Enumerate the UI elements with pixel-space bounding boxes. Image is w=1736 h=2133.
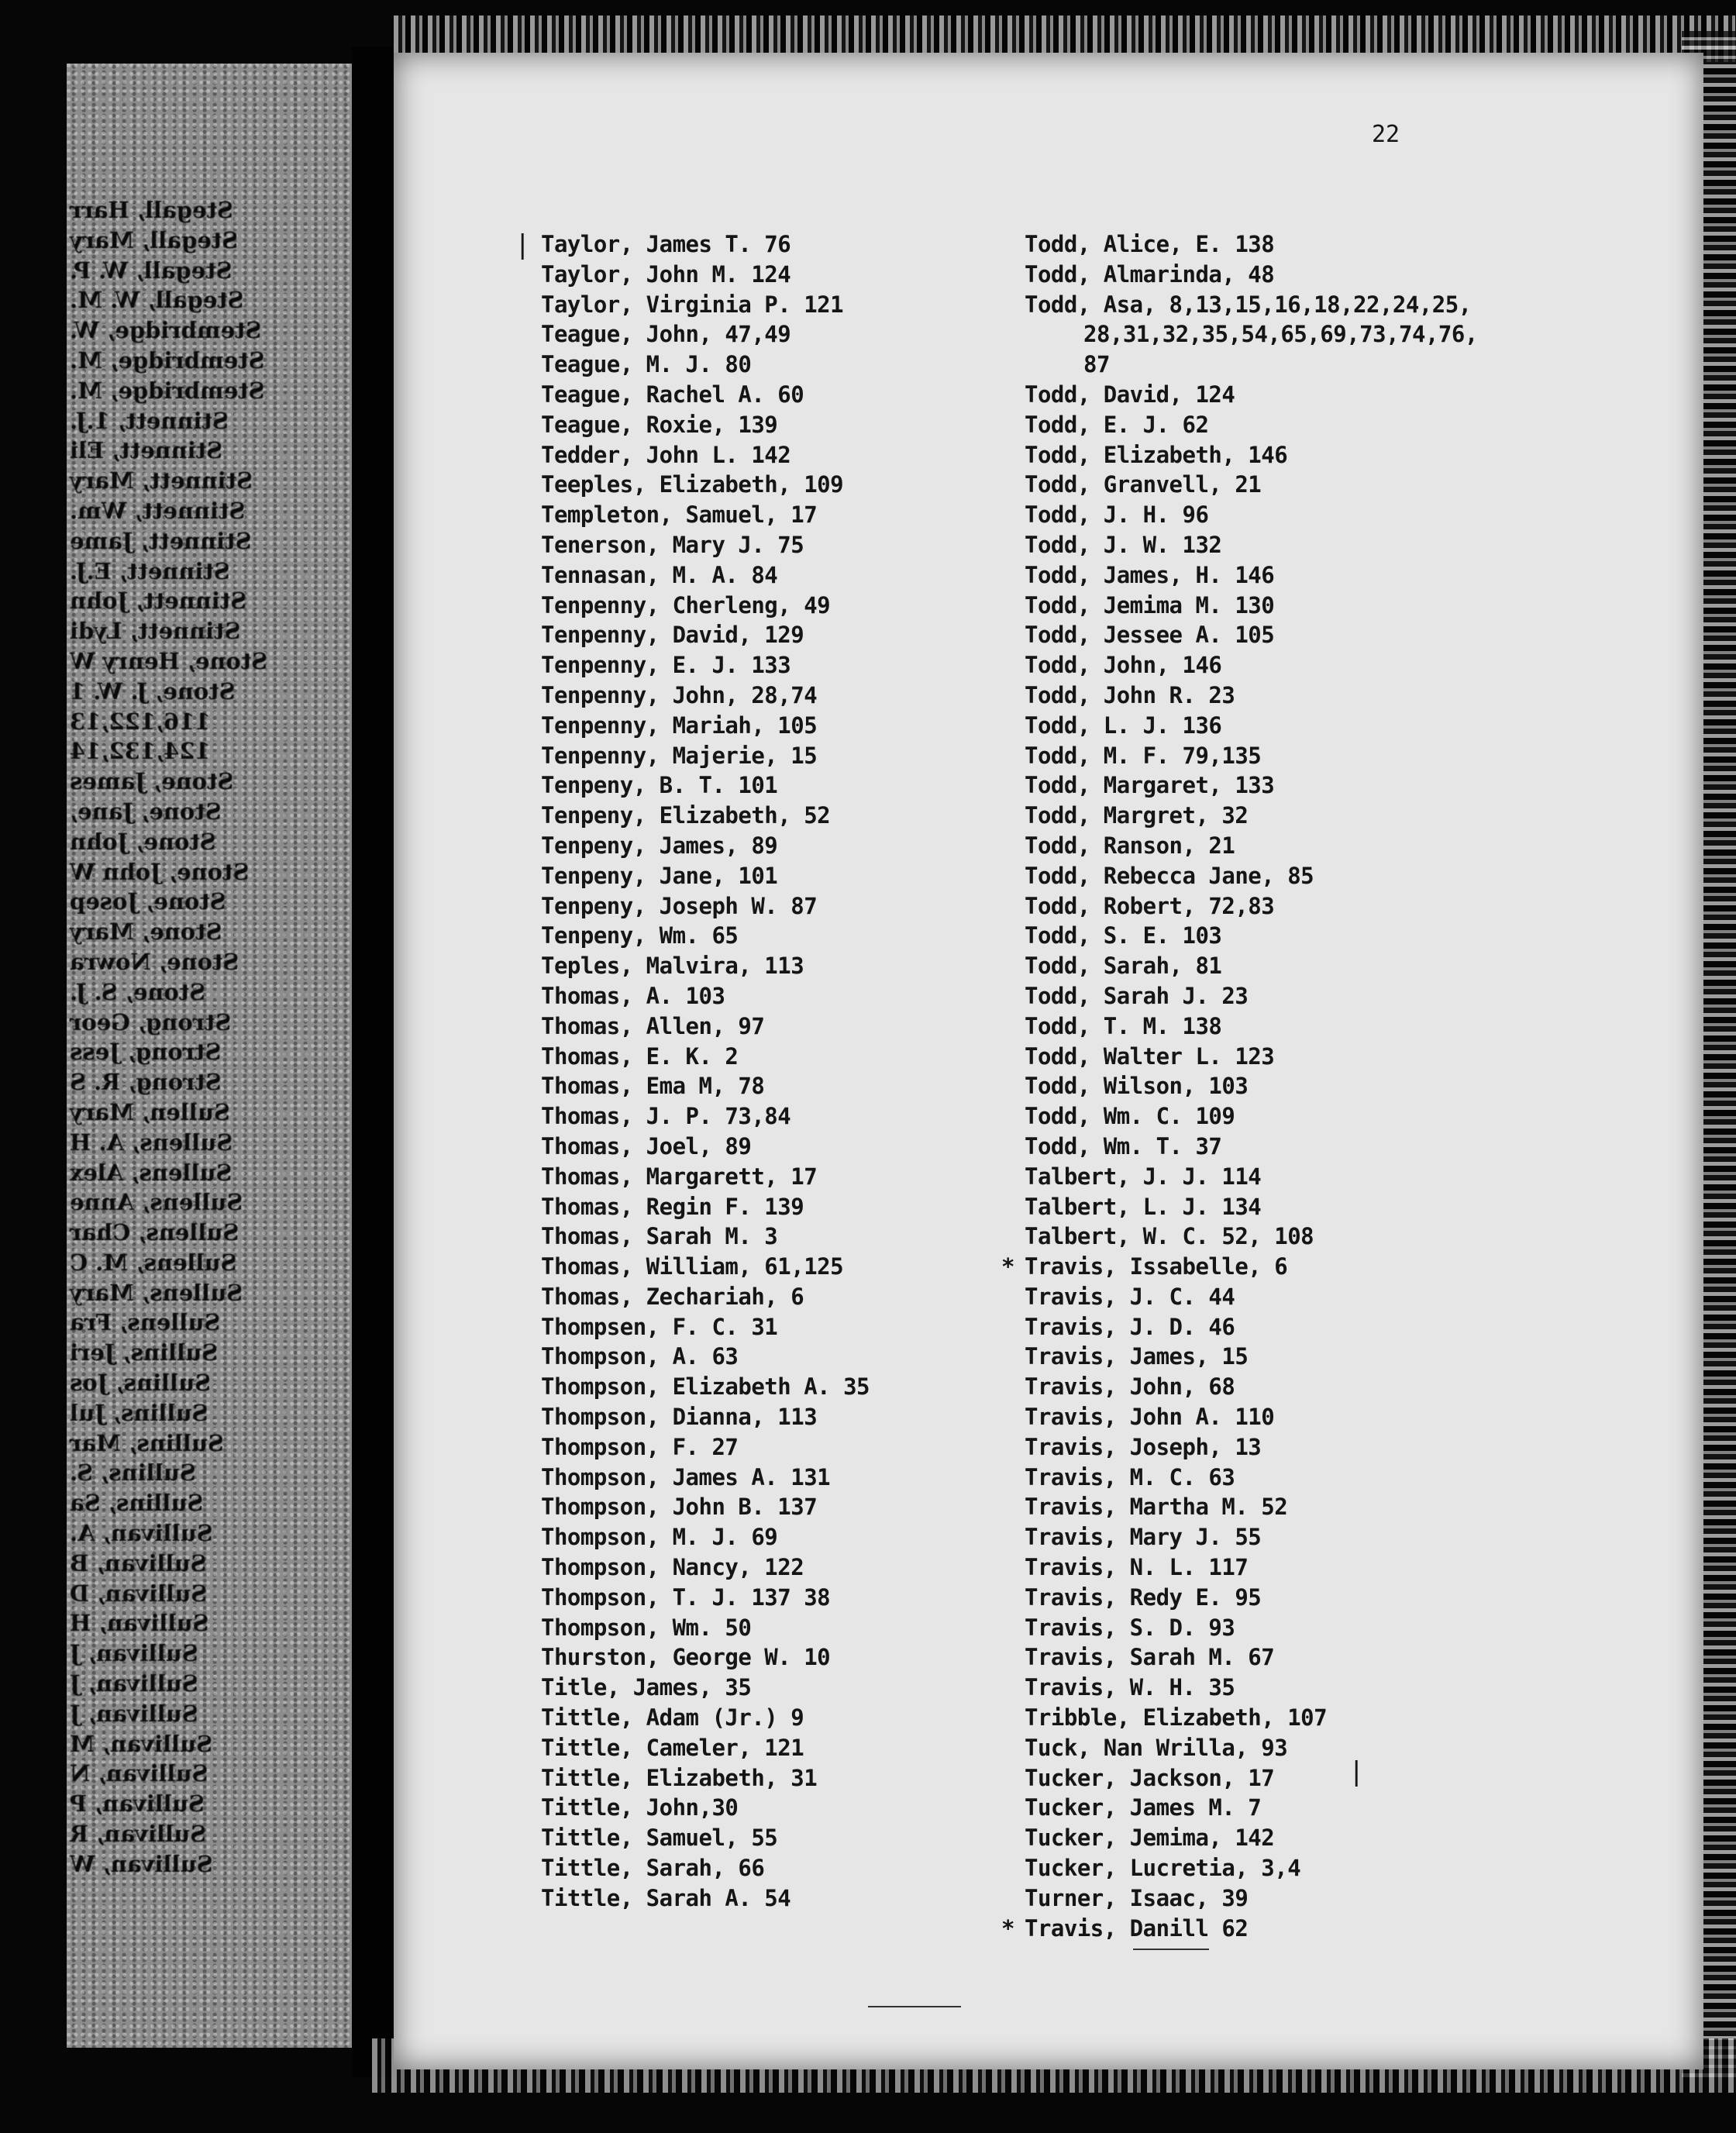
index-entry: Todd, Sarah J. 23 [1025,982,1249,1009]
previous-page-fragment: Sullivan, B [70,1549,207,1576]
index-entry: Tittle, Elizabeth, 31 [541,1764,818,1791]
previous-page-fragment: Stinnett, 1.J. [70,407,229,434]
previous-page-fragment: Stinnett, Eli [70,437,223,464]
index-entry: Tenpenny, E. J. 133 [541,652,791,679]
index-entry: Teples, Malvira, 113 [541,953,804,980]
index-entry: Thomas, J. P. 73,84 [541,1103,791,1130]
previous-page-fragment: Stegall, W. M. [70,287,244,314]
index-column-right [1025,229,1505,1943]
index-entry: Tenpenny, John, 28,74 [541,681,818,708]
stray-line-mark [868,2006,961,2007]
index-entry: Taylor, Virginia P. 121 [541,291,844,318]
index-entry: Travis, John, 68 [1025,1373,1235,1401]
index-entry: Travis, Martha M. 52 [1025,1494,1288,1521]
index-entry: Tucker, Jemima, 142 [1025,1825,1275,1852]
index-entry: Tittle, Sarah A. 54 [541,1884,791,1911]
previous-page-fragment: Sullivan, A. [70,1520,213,1547]
index-entry: Teague, Rachel A. 60 [541,381,804,408]
index-entry: Taylor, John M. 124 [541,260,791,288]
index-entry: Tennasan, M. A. 84 [541,561,778,588]
index-entry: Travis, M. C. 63 [1025,1463,1235,1490]
index-entry: Thomas, Zechariah, 6 [541,1283,804,1310]
index-entry: Todd, Almarinda, 48 [1025,260,1275,288]
index-entry: Tenpenny, Majerie, 15 [541,742,818,769]
index-entry: Thomas, Regin F. 139 [541,1193,804,1220]
index-entry: Todd, Ranson, 21 [1025,832,1235,859]
previous-page-fragment: Stone, S. J. [70,978,206,1005]
index-entry: Todd, Asa, 8,13,15,16,18,22,24,25, [1025,291,1472,318]
previous-page-fragment: Stone, Mary [70,918,222,946]
previous-page-fragment: Stinnett, John [70,588,247,615]
index-entry: Tenpeny, James, 89 [541,832,778,859]
margin-tick-mark: | [1348,1756,1365,1787]
index-entry: Thompson, Wm. 50 [541,1614,752,1641]
index-entry: Tuck, Nan Wrilla, 93 [1025,1734,1288,1761]
index-entry: Todd, John, 146 [1025,652,1222,679]
previous-page-fragment: Sullivan, D [70,1580,208,1607]
index-entry: Thompson, John B. 137 [541,1494,818,1521]
previous-page-fragment: Sullins, Mar [70,1429,224,1456]
index-entry: Tenpeny, Wm. 65 [541,922,739,949]
index-entry: Thomas, E. K. 2 [541,1042,739,1070]
index-entry: Templeton, Samuel, 17 [541,501,818,529]
index-entry: Todd, James, H. 146 [1025,561,1275,588]
margin-tick-mark: | [515,229,531,260]
index-entry: Todd, Alice, E. 138 [1025,231,1275,257]
index-entry: Thompson, A. 63 [541,1343,739,1370]
previous-page-fragment: Sullins, Jeri [70,1339,219,1366]
index-entry: Tenpenny, Mariah, 105 [541,712,818,739]
previous-page-fragment: Stone, J. W. 1 [70,677,236,705]
index-entry: Todd, L. J. 136 [1025,712,1222,739]
previous-page-fragment: Stinnett, E.J. [70,557,230,584]
page-number: 22 [1372,121,1400,148]
index-entry: Thomas, A. 103 [541,982,725,1009]
previous-page-fragment: Stinnett, Mary [70,467,253,494]
index-entry: Tribble, Elizabeth, 107 [1025,1704,1328,1732]
previous-page-fragment: Stegall, Mary [70,226,239,253]
index-entry: Todd, Robert, 72,83 [1025,892,1275,919]
index-entry: Thomas, Margarett, 17 [541,1163,818,1190]
previous-page-fragment: Sullivan, J [70,1640,198,1667]
index-entry: Thompson, F. 27 [541,1433,739,1460]
previous-page-fragments [70,195,302,1880]
index-entry: Thomas, Sarah M. 3 [541,1223,778,1250]
previous-page-fragment: Sullivan, J [70,1670,198,1697]
index-entry: Todd, Sarah, 81 [1025,953,1222,980]
index-entry: Thompson, T. J. 137 38 [541,1583,831,1611]
previous-page-fragment: Sullivan, M [70,1730,213,1757]
previous-page-fragment: Stembridge, W. [70,317,262,344]
previous-page-fragment: Sullivan, W [70,1850,213,1877]
previous-page-fragment: Stone, John [70,828,216,855]
index-entry: Thomas, William, 61,125 [541,1253,844,1280]
index-entry: Todd, M. F. 79,135 [1025,742,1262,769]
index-entry: Thomas, Ema M, 78 [541,1073,765,1100]
previous-page-fragment: Sullivan, H [70,1610,209,1637]
index-entry: Todd, J. H. 96 [1025,501,1209,529]
index-entry: Todd, T. M. 138 [1025,1012,1222,1039]
index-entry: Todd, S. E. 103 [1025,922,1222,949]
index-entry: Travis, S. D. 93 [1025,1614,1235,1641]
index-entry: Todd, John R. 23 [1025,681,1235,708]
previous-page-fragment: Strong, R. S [70,1069,222,1096]
book-gutter [352,47,392,2077]
index-entry: Teeples, Elizabeth, 109 [541,471,844,498]
previous-page-fragment: Stone, John W [70,858,250,885]
index-entry: Travis, N. L. 117 [1025,1554,1249,1581]
previous-page-fragment: Sullens, Char [70,1219,239,1246]
index-entry: Travis, James, 15 [1025,1343,1249,1370]
index-entry: Tucker, James M. 7 [1025,1794,1262,1821]
previous-page-fragment: Sullins, Jul [70,1399,208,1426]
index-entry: Tucker, Lucretia, 3,4 [1025,1855,1301,1882]
index-entry: Todd, Wilson, 103 [1025,1073,1249,1100]
index-entry-continuation: 87 [1083,351,1110,378]
index-entry: Todd, Wm. T. 37 [1025,1132,1222,1160]
previous-page-fragment: Stinnett, Jame [70,527,252,554]
index-entry: Todd, Margaret, 133 [1025,772,1275,799]
index-entry: Travis, Redy E. 95 [1025,1583,1262,1611]
handwritten-underline [1133,1949,1209,1950]
index-entry: Talbert, L. J. 134 [1025,1193,1262,1220]
previous-page-fragment: Stinnett, Lydi [70,618,241,645]
index-entry: Todd, David, 124 [1025,381,1235,408]
index-entry: Todd, Rebecca Jane, 85 [1025,862,1314,889]
index-entry: Tenpenny, David, 129 [541,622,804,649]
index-entry: Tedder, John L. 142 [541,441,791,468]
previous-page-fragment: Sullens, Anne [70,1189,243,1216]
index-entry: Tenpeny, Joseph W. 87 [541,892,818,919]
index-entry: Talbert, W. C. 52, 108 [1025,1223,1314,1250]
previous-page-fragment: Sullens, Alex [70,1159,232,1186]
index-entry: * Travis, Issabelle, 6 [1025,1252,1505,1282]
previous-page-fragment: Sullivan, J [70,1700,198,1727]
previous-page-fragment: Stone, Jane, [70,798,222,825]
previous-page-strip [67,64,352,2048]
index-entry: Thompson, James A. 131 [541,1463,831,1490]
index-entry: Tenpeny, Elizabeth, 52 [541,802,831,829]
previous-page-fragment: Stone, Henry W [70,647,268,674]
previous-page-fragment: Sullivan, P [70,1790,205,1818]
previous-page-fragment: Sullens, M. C [70,1249,237,1276]
index-entry: Travis, J. C. 44 [1025,1283,1235,1310]
previous-page-fragment: Sullivan, N [70,1760,208,1787]
previous-page-fragment: Sullins, Sa [70,1490,204,1517]
previous-page-fragment: Sullins, Jos [70,1370,212,1397]
index-entry: Todd, Elizabeth, 146 [1025,441,1288,468]
index-entry: Travis, John A. 110 [1025,1404,1275,1431]
index-entry: Travis, J. D. 46 [1025,1313,1235,1340]
index-column-left [541,229,1021,1914]
previous-page-fragment: Stembridge, M. [70,377,265,404]
index-entry: Title, James, 35 [541,1674,752,1701]
index-entry: Todd, Jessee A. 105 [1025,622,1275,649]
index-entry: Travis, Sarah M. 67 [1025,1644,1275,1671]
previous-page-fragment: Sullens, Fra [70,1309,221,1336]
index-entry: Todd, J. W. 132 [1025,531,1222,558]
index-entry: Travis, Mary J. 55 [1025,1524,1262,1551]
previous-page-fragment: Sullins, S. [70,1459,196,1487]
index-entry: Tenpenny, Cherleng, 49 [541,591,831,619]
index-entry: Tittle, John,30 [541,1794,739,1821]
index-entry: Thompsen, F. C. 31 [541,1313,778,1340]
index-entry: Todd, Margret, 32 [1025,802,1249,829]
previous-page-fragment: Stinnett, Wm. [70,497,246,524]
previous-page-fragment: Strong, Jess [70,1039,222,1066]
previous-page-fragment: Sullens, A. H [70,1129,233,1156]
index-entry: Tittle, Sarah, 66 [541,1855,765,1882]
index-entry: Thompson, Dianna, 113 [541,1404,818,1431]
previous-page-fragment: 124,132,14 [70,738,211,765]
previous-page-fragment: Strong, Geor [70,1008,232,1035]
index-entry: Travis, Joseph, 13 [1025,1433,1262,1460]
previous-page-fragment: Sullens, Mary [70,1279,243,1306]
previous-page-fragment: Stone, Nowra [70,948,239,975]
index-entry: Todd, Jemima M. 130 [1025,591,1275,619]
index-entry: Thompson, M. J. 69 [541,1524,778,1551]
previous-page-fragment: Stegall, Harr [70,197,233,223]
index-entry: Teague, John, 47,49 [541,321,791,348]
index-entry: Thomas, Joel, 89 [541,1132,752,1160]
previous-page-fragment: Stone, James [70,768,234,795]
previous-page-fragment: Stegall, W. P. [70,257,232,284]
index-entry: Thurston, George W. 10 [541,1644,831,1671]
index-entry: Talbert, J. J. 114 [1025,1163,1262,1190]
previous-page-fragment: Sullen, Mary [70,1098,230,1125]
index-entry-continuation: 28,31,32,35,54,65,69,73,74,76, [1083,321,1478,348]
index-entry: Thompson, Elizabeth A. 35 [541,1373,870,1401]
index-entry: Turner, Isaac, 39 [1025,1884,1249,1911]
index-entry: Tenpeny, Jane, 101 [541,862,778,889]
index-entry: Teague, M. J. 80 [541,351,752,378]
previous-page-fragment: Stembridge, M. [70,346,265,374]
index-entry: * Travis, Danill 62 [1025,1914,1505,1944]
previous-page-fragment: Sullivan, R [70,1821,207,1848]
index-entry: Todd, Wm. C. 109 [1025,1103,1235,1130]
index-entry: Thompson, Nancy, 122 [541,1554,804,1581]
index-entry: Tucker, Jackson, 17 [1025,1764,1275,1791]
index-entry: Tittle, Cameler, 121 [541,1734,804,1761]
index-entry: Tittle, Samuel, 55 [541,1825,778,1852]
index-entry: Travis, W. H. 35 [1025,1674,1235,1701]
index-entry: Tenpeny, B. T. 101 [541,772,778,799]
index-entry: Taylor, James T. 76 [541,231,791,257]
previous-page-fragment: 116,122,13 [70,708,211,735]
index-entry: Thomas, Allen, 97 [541,1012,765,1039]
index-entry: Todd, Walter L. 123 [1025,1042,1275,1070]
index-entry: Tittle, Adam (Jr.) 9 [541,1704,804,1732]
index-entry: Tenerson, Mary J. 75 [541,531,804,558]
index-entry: Teague, Roxie, 139 [541,411,778,438]
previous-page-fragment: Stone, Josep [70,888,226,915]
index-entry: Todd, E. J. 62 [1025,411,1209,438]
index-entry: Todd, Granvell, 21 [1025,471,1262,498]
